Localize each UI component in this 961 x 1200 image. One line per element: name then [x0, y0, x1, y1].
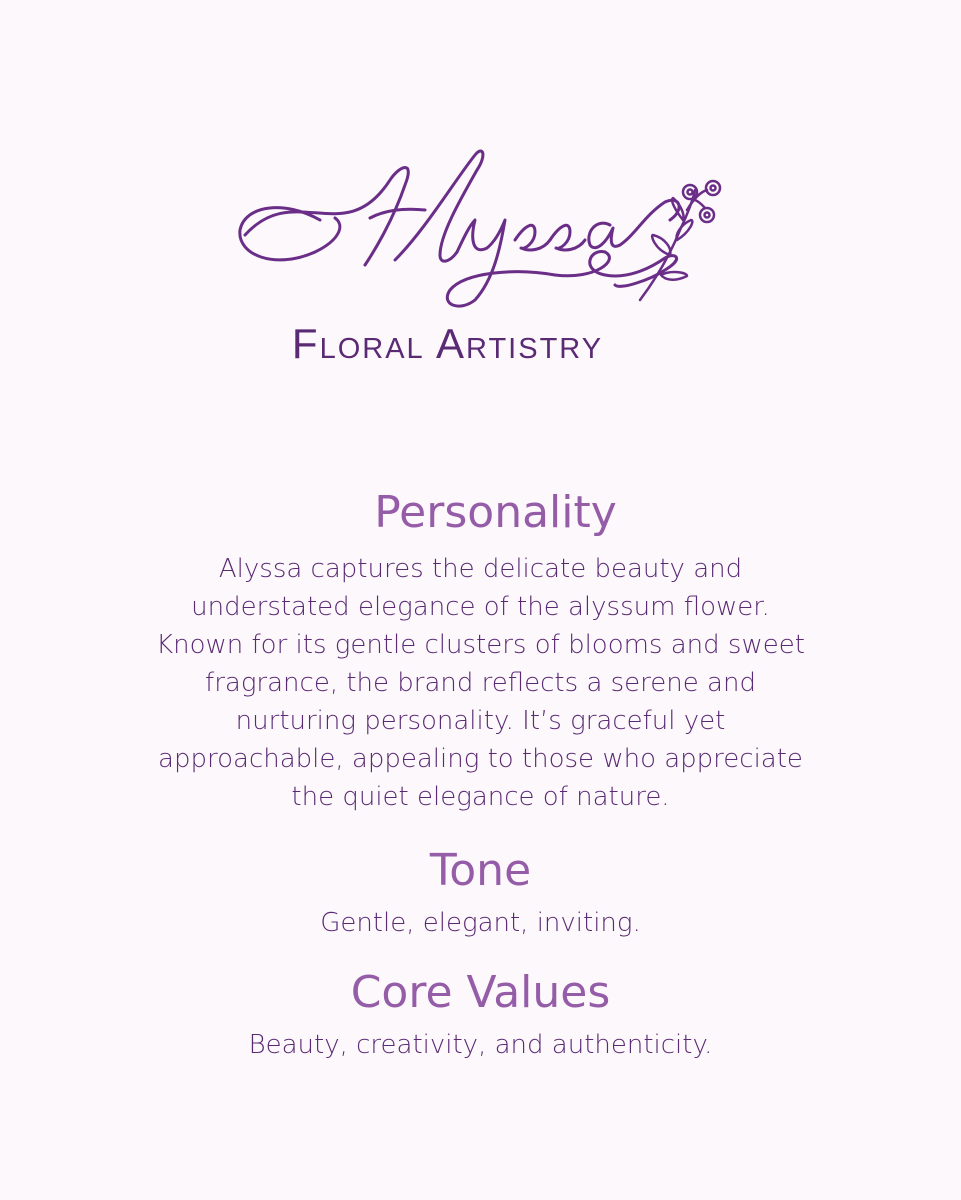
alyssa-wordmark [225, 140, 745, 315]
brand-guidelines [0, 480, 961, 1064]
tone-heading: Tone [429, 845, 532, 896]
tone-body: Gentle, elegant, inviting. [320, 908, 641, 938]
core-values-heading: Core Values [350, 967, 611, 1018]
personality-body: Alyssa captures the delicate beauty and understated elegance of the alyssum flower. Known for its gentle clusters of blooms and sweet fragrance, the brand reflects a serene and nurturing personality. It’s graceful yet approachable, appealing to those who appreciate the quiet elegance of nature. [156, 554, 805, 812]
flower-sprig-icon [640, 181, 720, 300]
personality-heading: Personality [374, 487, 617, 538]
brand-subtitle: Floral Artistry [291, 320, 604, 367]
core-values-body: Beauty, creativity, and authenticity. [248, 1030, 713, 1060]
brand-logo [225, 140, 745, 390]
